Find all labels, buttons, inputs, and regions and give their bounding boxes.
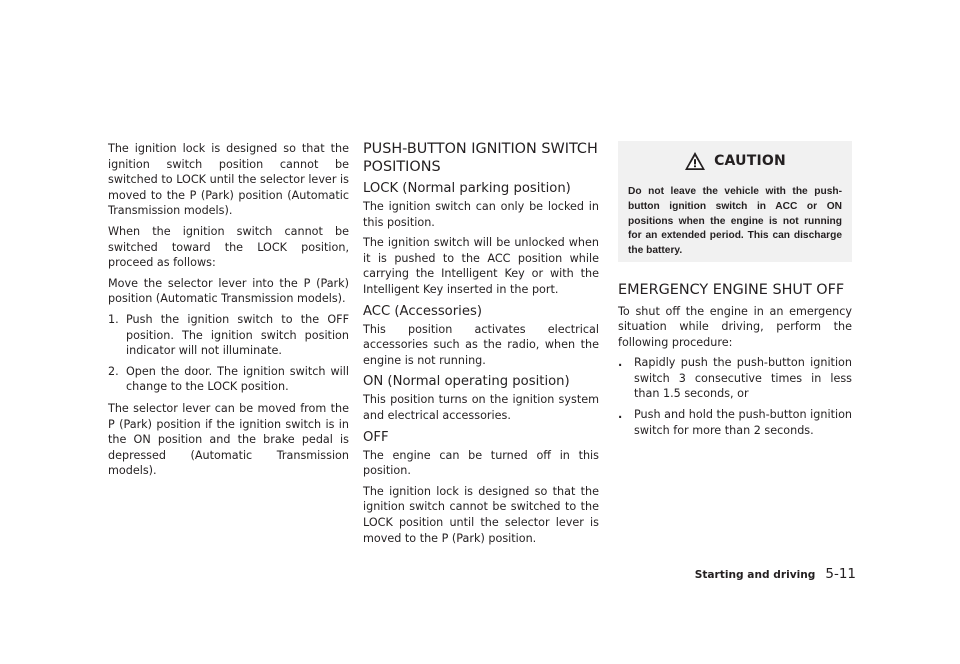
list-number: 1.	[108, 312, 119, 326]
paragraph: The ignition switch will be unlocked when it is pushed to the ACC position while carrying the Intelligent Key or with the Intelligent Key inserted in the port.	[363, 236, 599, 296]
right-column	[618, 141, 852, 444]
list-item	[108, 312, 349, 359]
list-item	[618, 355, 852, 402]
list-number: 2.	[108, 364, 119, 378]
caution-box	[618, 141, 852, 262]
section-heading: PUSH-BUTTON IGNITION SWITCH POSITIONS	[363, 141, 598, 175]
subheading-on: ON (Normal operating position)	[363, 374, 570, 390]
paragraph: The ignition lock is designed so that the ignition switch cannot be switched to the LOCK position until the selector lever is moved to the P (Park) position.	[363, 484, 599, 545]
paragraph: This position turns on the ignition system and electrical accessories.	[363, 393, 599, 422]
paragraph: The ignition lock is designed so that the ignition switch position cannot be switched to LOCK until the selector lever is moved to the P (Park) position (Automatic Transmission models).	[108, 142, 349, 218]
bullet-mark: .	[618, 356, 623, 370]
caution-title: CAUTION	[714, 153, 786, 169]
list-text: Open the door. The ignition switch will change to the LOCK position.	[126, 364, 349, 394]
list-text: Push and hold the push-button ignition switch for more than 2 seconds.	[634, 408, 852, 437]
caution-header	[628, 151, 842, 171]
paragraph: Move the selector lever into the P (Park) position (Automatic Transmission models).	[108, 276, 349, 306]
numbered-list	[108, 312, 349, 395]
subheading-lock: LOCK (Normal parking position)	[363, 181, 571, 196]
paragraph: When the ignition switch cannot be switched toward the LOCK position, proceed as follows:	[108, 224, 349, 270]
page-number: 5-11	[825, 566, 856, 582]
paragraph: To shut off the engine in an emergency situation while driving, perform the following procedure:	[618, 304, 852, 349]
caution-text: Do not leave the vehicle with the push-button ignition switch in ACC or ON positions when the engine is not running for an extended period. This can discharge the battery.	[628, 186, 842, 257]
warning-triangle-icon	[684, 151, 706, 171]
bullet-mark: .	[618, 408, 623, 422]
page-footer	[695, 566, 856, 582]
paragraph: The engine can be turned off in this position.	[363, 448, 599, 478]
left-column	[108, 141, 349, 484]
subheading-acc: ACC (Accessories)	[363, 303, 482, 319]
paragraph: The selector lever can be moved from the P (Park) position if the ignition switch is in the ON position and the brake pedal is depressed (Automatic Transmission models).	[108, 401, 349, 478]
list-item	[618, 407, 852, 438]
list-text: Push the ignition switch to the OFF position. The ignition switch position indicator will not illuminate.	[126, 312, 349, 358]
section-heading: EMERGENCY ENGINE SHUT OFF	[618, 282, 845, 298]
bullet-list	[618, 355, 852, 438]
subheading-off: OFF	[363, 429, 389, 445]
footer-section-title: Starting and driving	[694, 569, 816, 581]
paragraph: This position activates electrical accessories such as the radio, when the engine is not running.	[363, 322, 599, 367]
paragraph: The ignition switch can only be locked in this position.	[363, 200, 599, 229]
list-item	[108, 364, 349, 395]
list-text: Rapidly push the push-button ignition switch 3 consecutive times in less than 1.5 seconds, or	[634, 356, 852, 401]
middle-column	[363, 141, 599, 551]
